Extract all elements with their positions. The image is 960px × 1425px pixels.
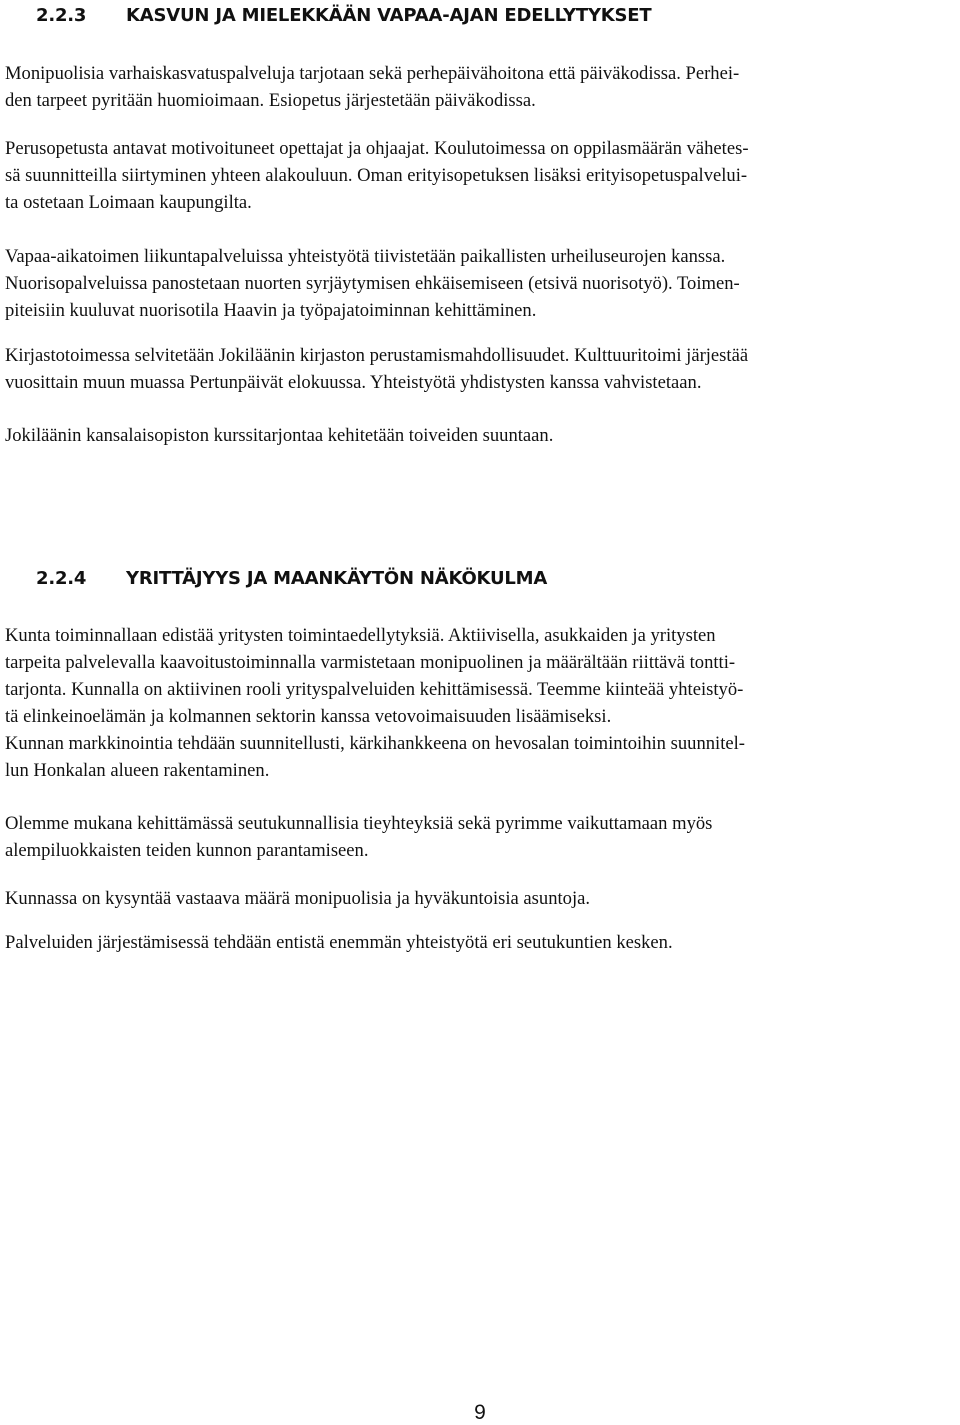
paragraph-leisure-services xyxy=(5,243,955,324)
section-number: 2.2.3 xyxy=(36,5,87,26)
section-heading-2-2-4 xyxy=(36,567,547,591)
page-number: 9 xyxy=(474,1401,486,1424)
text-line: vuosittain muun muassa Pertunpäivät elokuussa. Yhteistyötä yhdistysten kanssa vahvistetaan. xyxy=(5,372,702,393)
text-line: sä suunnitteilla siirtyminen yhteen alakouluun. Oman erityisopetuksen lisäksi erityisopetuspalvelui- xyxy=(5,165,748,186)
text-line: Kunnassa on kysyntää vastaava määrä monipuolisia ja hyväkuntoisia asuntoja. xyxy=(5,888,591,909)
paragraph-road-connections xyxy=(5,810,955,864)
paragraph-cooperation xyxy=(5,929,955,956)
section-number: 2.2.4 xyxy=(36,568,87,589)
text-line: Palveluiden järjestämisessä tehdään entistä enemmän yhteistyötä eri seutukuntien kesken. xyxy=(5,932,673,953)
paragraph-housing xyxy=(5,885,955,912)
text-line: Nuorisopalveluissa panostetaan nuorten syrjäytymisen ehkäisemiseen (etsivä nuorisotyö). Toimen- xyxy=(5,273,740,294)
text-line: Vapaa-aikatoimen liikuntapalveluissa yhteistyötä tiivistetään paikallisten urheiluseurojen kanssa. xyxy=(5,246,726,267)
text-line: Monipuolisia varhaiskasvatuspalveluja tarjotaan sekä perhepäivähoitona että päiväkodissa. Perhei- xyxy=(5,63,740,84)
text-line: tä elinkeinoelämän ja kolmannen sektorin kanssa vetovoimaisuuden lisäämiseksi. xyxy=(5,706,612,727)
paragraph-adult-education xyxy=(5,422,955,449)
text-line: ta ostetaan Loimaan kaupungilta. xyxy=(5,192,252,213)
text-line: den tarpeet pyritään huomioimaan. Esiopetus järjestetään päiväkodissa. xyxy=(5,90,536,111)
section-heading-2-2-3 xyxy=(36,4,651,28)
text-line: piteisiin kuuluvat nuorisotila Haavin ja työpajatoiminnan kehittäminen. xyxy=(5,300,537,321)
text-line: tarpeita palvelevalla kaavoitustoiminnalla varmistetaan monipuolinen ja määrältään riittävä tontti- xyxy=(5,652,736,673)
text-line: alempiluokkaisten teiden kunnon parantamiseen. xyxy=(5,840,369,861)
paragraph-library-culture xyxy=(5,342,955,396)
paragraph-business xyxy=(5,622,955,784)
text-line: Kirjastotoimessa selvitetään Jokiläänin kirjaston perustamismahdollisuudet. Kulttuuritoimi järjestää xyxy=(5,345,749,366)
paragraph-early-education xyxy=(5,60,955,114)
paragraph-basic-education xyxy=(5,135,955,216)
section-title: KASVUN JA MIELEKKÄÄN VAPAA-AJAN EDELLYTYKSET xyxy=(126,5,652,26)
text-line: lun Honkalan alueen rakentaminen. xyxy=(5,760,270,781)
text-line: Perusopetusta antavat motivoituneet opettajat ja ohjaajat. Koulutoimessa on oppilasmäärän vähetes- xyxy=(5,138,749,159)
section-title: YRITTÄJYYS JA MAANKÄYTÖN NÄKÖKULMA xyxy=(126,568,548,589)
text-line: Kunnan markkinointia tehdään suunnitellusti, kärkihankkeena on hevosalan toimintoihin suunnitel- xyxy=(5,733,745,754)
text-line: tarjonta. Kunnalla on aktiivinen rooli yrityspalveluiden kehittämisessä. Teemme kiinteää yhteistyö- xyxy=(5,679,744,700)
text-line: Jokiläänin kansalaisopiston kurssitarjontaa kehitetään toiveiden suuntaan. xyxy=(5,425,554,446)
text-line: Olemme mukana kehittämässä seutukunnallisia tieyhteyksiä sekä pyrimme vaikuttamaan myös xyxy=(5,813,713,834)
text-line: Kunta toiminnallaan edistää yritysten toimintaedellytyksiä. Aktiivisella, asukkaiden ja yritysten xyxy=(5,625,716,646)
